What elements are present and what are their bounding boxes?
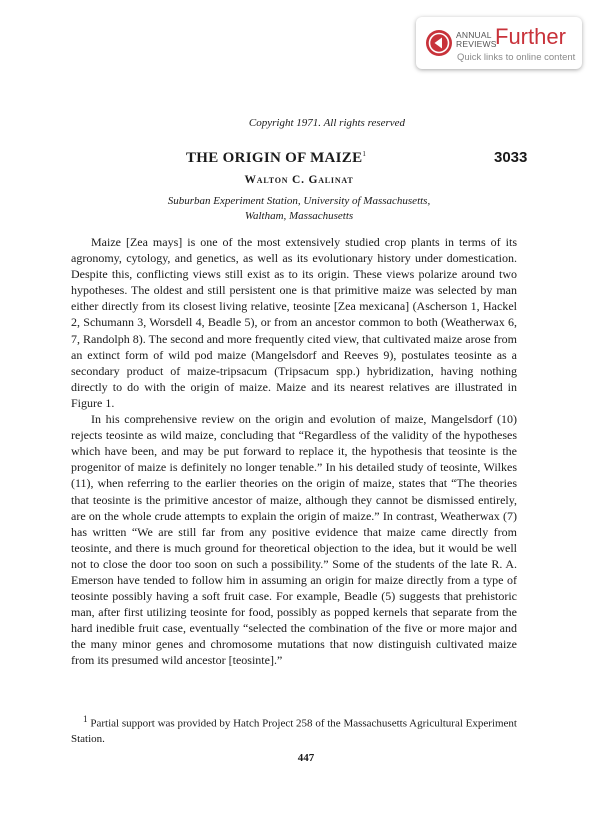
- further-label: Further: [495, 24, 566, 49]
- annual-reviews-line1: ANNUAL: [456, 30, 492, 40]
- annual-reviews-line2: REVIEWS: [456, 39, 497, 49]
- author-name: Walton C. Galinat: [244, 174, 354, 186]
- annual-reviews-logo-text: [456, 31, 497, 49]
- copyright-notice: Copyright 1971. All rights reserved: [248, 117, 406, 129]
- article-title: [186, 150, 366, 167]
- article-number: 3033: [494, 149, 528, 166]
- affiliation-line-1: Suburban Experiment Station, University of Massachusetts,: [167, 195, 431, 207]
- annual-reviews-further-badge[interactable]: [416, 17, 582, 69]
- title-footnote-marker[interactable]: 1: [362, 150, 367, 158]
- body-paragraph-2: In his comprehensive review on the origin and evolution of maize, Mangelsdorf (10) rejects teosinte as wild maize, concluding that “Regardless of the validity of the hypotheses which have been, and may be put forward to replace it, the hypothesis that teosinte is the progenitor of maize is definitely no longer tenable.” In his detailed study of teosinte, Wilkes (11), when referring to the earlier theories on the origin of maize, states that “The theories that teosinte is the primitive ancestor of maize, although they cannot be dismissed entirely, are on the whole crude attempts to explain the origin of maize.” In contrast, Weatherwax (7) has written “We are still far from any positive evidence that maize came directly from teosinte, and there is much ground for theoretical objection to the idea, but it would be well not to close the door too soon on such a possibility.” Some of the students of the late R. A. Emerson have tended to follow him in assuming an origin for maize directly from a type of teosinte possibly having a soft fruit case. For example, Beadle (5) suggests that prehistoric man, after first utilizing teosinte for food, possibly as popped kernels that separate from the hard inedible fruit case, eventually “selected the combination of the five or more major and the many minor genes and chromosome mutations that now distinguish cultivated maize from its presumed wild ancestor [teosinte].”: [71, 412, 517, 668]
- body-paragraph-1: Maize [Zea mays] is one of the most extensively studied crop plants in terms of its agronomy, cytology, and genetics, as well as its evolutionary history under domestication. Despite this, conflicting views still exist as to its origin. These views polarize around two hypotheses. The oldest and still persistent one is that primitive maize was selected by man either directly from its closest living relative, teosinte [Zea mexicana] (Ascherson 1, Hackel 2, Schumann 3, Worsdell 4, Beadle 5), or from an ancestor common to both (Weatherwax 6, 7, Randolph 8). The second and more frequently cited view, that cultivated maize arose from an extinct form of wild pod maize (Mangelsdorf and Reeves 9), postulates teosinte as a secondary product of maize-tripsacum (Tripsacum spp.) hybridization, having nothing directly to do with the origin of maize. Maize and its nearest relatives are illustrated in Figure 1.: [71, 235, 517, 410]
- footnote-marker: 1: [83, 714, 88, 724]
- footnote-text-line: [71, 712, 517, 747]
- quick-links-label: Quick links to online content: [457, 52, 576, 63]
- affiliation-line-2: Waltham, Massachusetts: [244, 210, 354, 222]
- article-title-text: THE ORIGIN OF MAIZE: [186, 150, 363, 166]
- author-affiliation: [0, 194, 598, 224]
- footnote: [71, 712, 517, 747]
- article-body: [71, 234, 517, 669]
- page-number: 447: [297, 752, 315, 764]
- footnote-text: Partial support was provided by Hatch Project 258 of the Massachusetts Agricultural Experiment Station.: [71, 717, 517, 745]
- play-circle-icon: [425, 29, 453, 57]
